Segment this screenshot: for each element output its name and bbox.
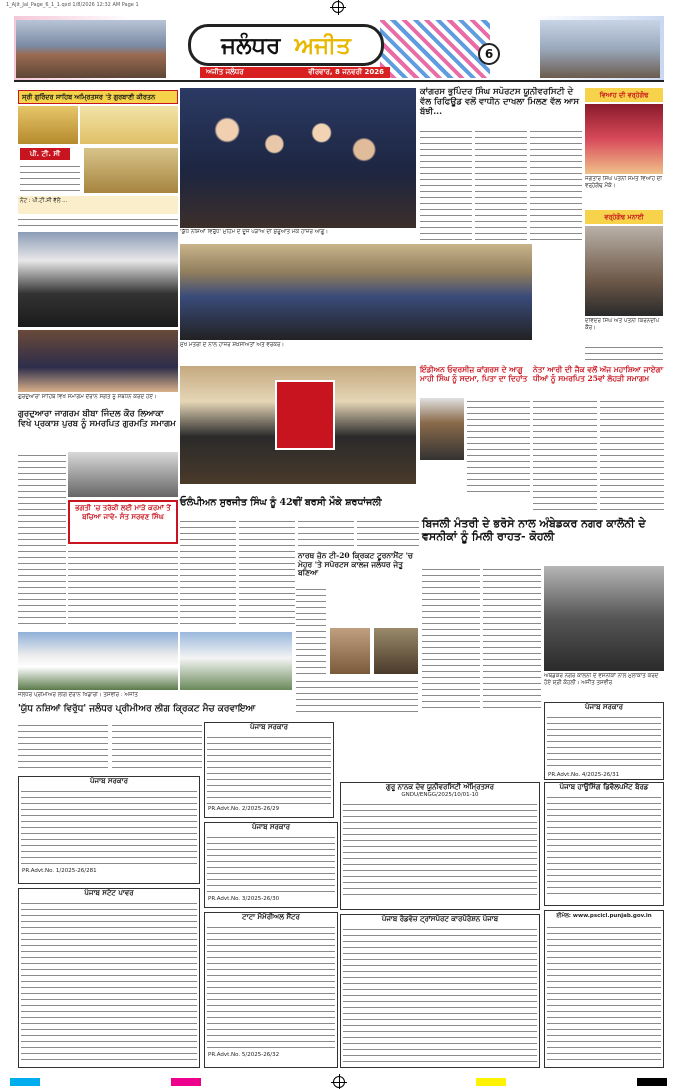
registration-mark-icon: [332, 1, 344, 13]
right-article-col-3: [530, 128, 582, 240]
left-text-block: [20, 163, 80, 191]
masthead-city: ਜਲੰਧਰ: [221, 31, 281, 59]
ad-punjab-gov-3-title: ਪੰਜਾਬ ਸਰਕਾਰ: [251, 823, 290, 831]
ad-punjab-gov-1-title: ਪੰਜਾਬ ਸਰਕਾਰ: [89, 777, 128, 785]
couple-photo: [585, 226, 663, 316]
cricket-headline: 'ਯੁੱਧ ਨਸ਼ਿਆਂ ਵਿਰੁੱਧ' ਜਲੰਧਰ ਪ੍ਰੀਮੀਅਰ ਲੀਗ ਕ੍ਰਿਕਟ ਮੈਚ ਕਰਵਾਇਆ: [18, 704, 256, 714]
ad-housing: [544, 782, 664, 906]
power-col-2: [483, 566, 541, 711]
t20-col-1: [296, 586, 326, 676]
ad-pr-no-4: PR.Advt.No. 4/2025-26/31: [548, 772, 620, 778]
ad-hospital-title: ਟਾਟਾ ਮੈਮੋਰੀਅਲ ਸੈਂਟਰ: [242, 913, 300, 921]
ptc-pill: ਪੀ. ਟੀ. ਸੀ: [20, 148, 70, 160]
ad-pr-no-5: PR.Advt.No. 5/2025-26/32: [208, 1052, 280, 1058]
power-minister-headline: ਬਿਜਲੀ ਮੰਤਰੀ ਦੇ ਭਰੋਸੇ ਨਾਲ ਅੰਬੇਡਕਰ ਨਗਰ ਕਾਲੋਨੀ ਦੇ ਵਸਨੀਕਾਂ ਨੂੰ ਮਿਲੀ ਰਾਹਤ- ਕੋਹਲੀ: [422, 517, 646, 543]
ad-gndu-tender: GNDU/ENGG/2025/10/01-10: [401, 792, 479, 798]
left-footer-lines: [18, 216, 178, 226]
wedding-photo: [585, 104, 663, 174]
cricket-team-photo-2: [180, 632, 292, 690]
ad-bus-corp: [340, 914, 540, 1068]
page-number: 6: [478, 43, 500, 65]
golden-temple-photo-2: [80, 106, 178, 144]
t20-article: [296, 678, 418, 714]
cyan-swatch: [10, 1078, 40, 1086]
ad-punjab-gov-3: [204, 822, 338, 908]
sant-stage-photo: [18, 232, 178, 327]
sangat-photo: [18, 330, 178, 392]
wedding-label: ਵਿਆਹ ਦੀ ਵਰ੍ਹੇਗੰਢ: [585, 88, 663, 102]
registration-mark-icon: [333, 1076, 345, 1088]
power-caption: ਅੰਬੇਡਕਰ ਨਗਰ ਕਾਲੋਨੀ ਦੇ ਵਸਨੀਕਾਂ ਨਾਲ ਮੁਲਾਕਾਤ ਕਰਦੇ ਹੋਏ ਸ਼੍ਰੀ ਕੋਹਲੀ। ਅਜੀਤ ਤਸਵੀਰ: [544, 673, 664, 699]
masthead-logo: [188, 24, 384, 66]
cricket-col-1: [18, 722, 108, 772]
festival-headline: ਨੇਤਾ ਆਰੀ ਦੀ ਜੈਕ ਵਲੋਂ ਅੱਜ ਮਹਾਸ਼ਿਆ ਜਾਏਗਾ ਧੀਆਂ ਨੂੰ ਸਮਰਪਿਤ 25ਵਾਂ ਲੋਹੜੀ ਸਮਾਗਮ: [533, 365, 663, 383]
power-col-1: [422, 566, 480, 711]
wedding-caption: ਜਗਤਾਰ ਸਿੰਘ ਪਤਨੀ ਸਮੇਤ ਵਿਆਹ ਦੀ ਵਰ੍ਹੇਗੰਢ ਮੌਕੇ।: [585, 176, 663, 206]
gurdwara-photo: [68, 452, 178, 497]
congress-article: [467, 398, 530, 492]
drug-campaign-caption: 'ਯੁੱਧ ਨਸ਼ਿਆਂ ਵਿਰੁੱਧ' ਮੁਹਿੰਮ ਦੇ ਦੂਜੇ ਪੜਾਅ ਦੀ ਸ਼ੁਰੂਆਤ ਮੌਕੇ ਹਾਜ਼ਰ ਆਗੂ।: [180, 229, 416, 241]
player-photo-1: [330, 628, 370, 674]
ad-pr-no-2: PR.Advt.No. 2/2025-26/29: [208, 806, 280, 812]
tribute-portrait: [275, 380, 335, 450]
tribute-col-1: [180, 518, 236, 628]
ad-punjab-gov-2: [204, 722, 334, 818]
gurdwara-headline: ਗੁਰਦੁਆਰਾ ਜਾਗਰਮ ਬੀਬਾ ਜਿੰਦਲ ਕੌਰ ਲਿਆਕਾ ਵਿਖੇ ਪ੍ਰਕਾਸ਼ ਪੁਰਬ ਨੂੰ ਸਮਰਪਿਤ ਗੁਰਮਤਿ ਸਮਾਗਮ: [18, 409, 176, 429]
ad-housing-title: ਪੰਜਾਬ ਹਾਊਸਿੰਗ ਡਿਵੈਲਪਮੈਂਟ ਬੋਰਡ: [559, 783, 649, 791]
drug-campaign-photo: [180, 88, 416, 228]
player-photo-2: [374, 628, 418, 674]
left-article-col-1: [18, 452, 66, 627]
ad-email-line: ਈਮੇਲ: www.pscicl.punjab.gov.in: [556, 913, 652, 919]
festival-col-1: [533, 398, 597, 513]
magenta-swatch: [171, 1078, 201, 1086]
ad-punjab-gov-4: [544, 702, 664, 780]
right-article-col-1: [420, 128, 472, 240]
ad-punjab-gov-2-title: ਪੰਜਾਬ ਸਰਕਾਰ: [249, 723, 288, 731]
power-minister-photo: [544, 566, 664, 671]
masthead-sub-left: ਅਜੀਤ ਜਲੰਧਰ: [206, 68, 244, 76]
condolence-photo: [420, 398, 464, 460]
ad-gndu-title: ਗੁਰੂ ਨਾਨਕ ਦੇਵ ਯੂਨੀਵਰਸਿਟੀ ਅੰਮ੍ਰਿਤਸਰ: [385, 783, 495, 791]
ad-guru-nanak-uni: [340, 782, 540, 910]
festival-col-2: [600, 398, 664, 513]
t20-headline: ਨਾਰਥ ਜ਼ੋਨ ਟੀ-20 ਕ੍ਰਿਕਟ ਟੂਰਨਾਮੈਂਟ 'ਚ ਮੇਹਰ 'ਤੇ ਸਪੋਰਟਸ ਕਾਲਜ ਜਲੰਧਰ ਜੇਤੂ ਬਣਿਆ: [298, 551, 413, 578]
tribute-caption: [180, 486, 416, 496]
yellow-swatch: [476, 1078, 506, 1086]
cricket-team-photo-1: [18, 632, 178, 690]
tribute-col-2: [239, 518, 295, 628]
ad-pr-no-3: PR.Advt.No. 3/2025-26/30: [208, 896, 280, 902]
sports-uni-headline: ਕਾਂਗਰਸ ਭੁਪਿੰਦਰ ਸਿੰਘ ਸਪੋਰਟਸ ਯੂਨੀਵਰਸਿਟੀ ਦੇ ਵੱਲ ਰਿਫਿਊਡ ਵਲੋਂ ਵਾਧੀਨ ਦਾਖਲਾ ਮਿਲਣ ਵੱਲ ਆਸ ਬੱਝੀ...: [420, 87, 580, 117]
cricket-col-2: [112, 722, 202, 772]
masthead-date: ਵੀਰਵਾਰ, 8 ਜਨਵਰੀ 2026: [308, 68, 384, 76]
ad-punjab-gov-4-title: ਪੰਜਾਬ ਸਰਕਾਰ: [584, 703, 623, 711]
masthead-building-photo: [16, 20, 166, 78]
left-article-col-2: [68, 548, 178, 628]
ad-email-notice: [544, 910, 664, 1068]
sant-quote-box: ਭਗਤੀ 'ਚ ਤਰੱਕੀ ਲਈ ਮਾੜੇ ਕਰਮਾਂ ਤੋਂ ਬਚਿਆ ਜਾਵੇ- ਸੰਤ ਸਰਵਣ ਸਿੰਘ: [68, 500, 178, 544]
ad-punjab-gov-1: [18, 776, 200, 884]
masthead-right-photo: [540, 20, 660, 78]
masthead-dateline: [200, 67, 390, 78]
print-color-bar: [0, 1074, 677, 1089]
ad-pspcl-title: ਪੰਜਾਬ ਸਟੇਟ ਪਾਵਰ: [84, 889, 134, 897]
far-right-lines: [585, 344, 663, 362]
ad-hospital: [204, 912, 338, 1068]
tribute-headline: ਓਲੰਪੀਅਨ ਸੁਰਜੀਤ ਸਿੰਘ ਨੂੰ 42ਵੀਂ ਬਰਸੀ ਮੌਕੇ ਸ਼ਰਧਾਂਜਲੀ: [180, 497, 382, 508]
golden-temple-aerial-photo: [84, 148, 178, 193]
group-caption: ਮੁੱਖ ਮੰਤਰੀ ਦੇ ਨਾਲ ਹਾਜ਼ਰ ਸ਼ਖ਼ਸੀਅਤਾਂ ਅਤੇ ਵਰਕਰ।: [180, 342, 532, 364]
cricket-photo-caption: ਜਲੰਧਰ ਪ੍ਰੀਮੀਅਰ ਲੀਗ ਦੌਰਾਨ ਖਿਡਾਰੀ। ਤਸਵੀਰ : ਅਜੀਤ: [18, 692, 292, 702]
masthead-paper: ਅਜੀਤ: [294, 31, 351, 59]
tribute-col-4: [357, 518, 419, 548]
ad-pr-no-1: PR.Advt.No. 1/2025-26/281: [22, 868, 97, 874]
golden-temple-photo: [18, 106, 78, 144]
left-photo-caption: ਗੁਰਦੁਆਰਾ ਸਾਹਿਬ ਵਿਖੇ ਸਮਾਗਮ ਦੌਰਾਨ ਸੰਗਤ ਨੂੰ ਸੰਬੋਧਨ ਕਰਦੇ ਹੋਏ।: [18, 394, 178, 408]
group-photo: [180, 244, 532, 340]
ad-punjab-state-power: [18, 888, 200, 1068]
birthday-caption: ਦਵਿੰਦਰ ਸਿੰਘ ਅਤੇ ਪਤਨੀ ਕਿਰਨਦੀਪ ਕੌਰ।: [585, 318, 663, 342]
ad-bus-title: ਪੰਜਾਬ ਰੋਡਵੇਜ਼ ਟ੍ਰਾਂਸਪੋਰਟ ਕਾਰਪੋਰੇਸ਼ਨ ਪੰਜਾਬ: [381, 915, 499, 923]
print-slug: 1_Ajit_Jal_Page_6_1_1.qxd 1/8/2026 12:32 AM Page 1: [6, 2, 139, 8]
congress-headline: ਇੰਡੀਅਨ ਓਵਰਸੀਜ਼ ਕਾਂਗਰਸ ਦੇ ਆਗੂ ਮਾਹੀ ਸਿੰਘ ਨੂੰ ਸਦਮਾ, ਪਿਤਾ ਦਾ ਦਿਹਾਂਤ: [420, 365, 528, 383]
tribute-col-3: [298, 518, 354, 548]
black-swatch: [637, 1078, 667, 1086]
ptc-notice: ਨੋਟ : ਪੀ.ਟੀ.ਸੀ ਵੱਲੋਂ ...: [18, 196, 178, 214]
left-top-banner: ਸ੍ਰੀ ਗੁਰਿੰਦਰ ਸਾਹਿਬ ਅਮ੍ਰਿਤਸਰ 'ਤੇ ਗੁਰਬਾਣੀ ਕੀਰਤਨ: [18, 90, 178, 104]
masthead-pattern: [380, 20, 490, 78]
birthday-label: ਵਰ੍ਹੇਗੰਢ ਮਨਾਈ: [585, 210, 663, 224]
right-article-col-2: [475, 128, 527, 240]
